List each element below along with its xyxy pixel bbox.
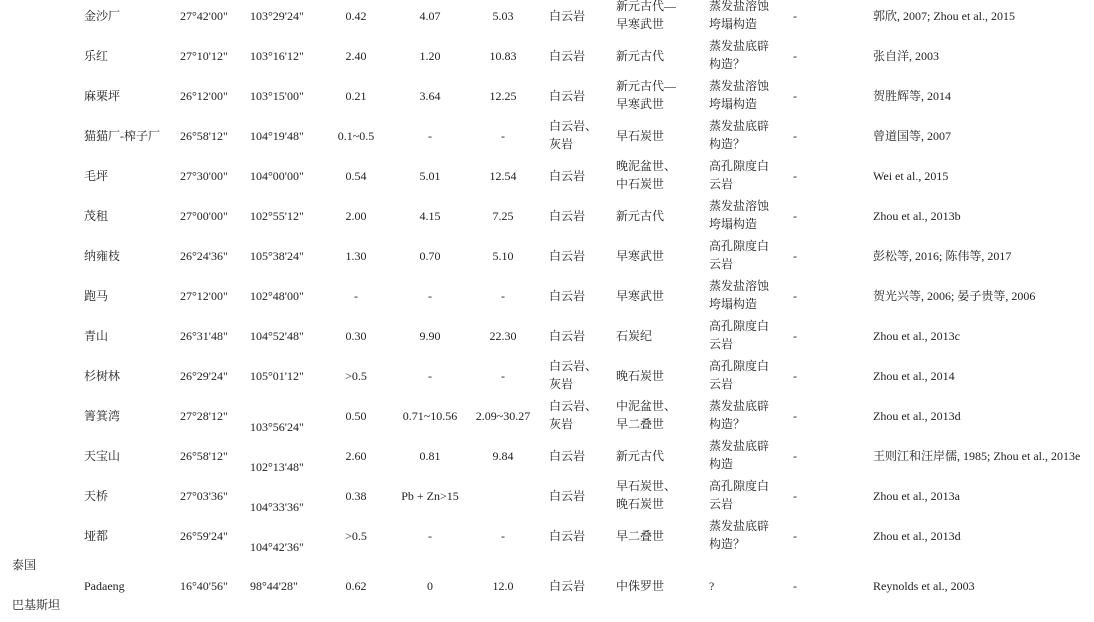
latitude: 27°00'00": [180, 209, 228, 223]
latitude: 16°40'56": [180, 579, 228, 593]
longitude: 103°29'24": [250, 9, 304, 23]
value-col-1: 0.62: [345, 579, 367, 593]
structure: [709, 237, 769, 273]
structure-line: 蒸发盐溶蚀: [709, 79, 770, 93]
host-age-line: 新元古代: [616, 449, 665, 463]
table-row: [0, 76, 1094, 116]
reference: 贺光兴等, 2006; 晏子贵等, 2006: [873, 289, 1036, 303]
value-col-1: 0.42: [345, 9, 367, 23]
host-age-line: 早石炭世、: [616, 479, 677, 493]
structure-line: 高孔隙度白: [709, 319, 770, 333]
host-age-line: 早寒武世: [616, 289, 665, 303]
structure-line: 云岩: [709, 377, 734, 391]
latitude: 26°12'00": [180, 89, 228, 103]
value-col-3: 10.83: [489, 49, 517, 63]
longitude: 102°48'00": [250, 289, 304, 303]
host-rock: [549, 287, 585, 305]
reference: Zhou et al., 2013b: [873, 209, 961, 223]
structure-line: 蒸发盐溶蚀: [709, 0, 770, 13]
structure-line: 垮塌构造: [709, 217, 758, 231]
structure-line: 云岩: [709, 257, 734, 271]
structure-line: 构造: [709, 457, 734, 471]
latitude: 27°42'00": [180, 9, 228, 23]
reference: Zhou et al., 2013d: [873, 529, 961, 543]
deposit-name: 跑马: [84, 289, 109, 303]
value-col-1: 1.30: [345, 249, 367, 263]
value-col-2: 4.15: [419, 209, 441, 223]
structure-line: 构造？: [709, 57, 746, 71]
longitude: 98°44'28": [250, 579, 298, 593]
latitude: 26°24'36": [180, 249, 228, 263]
empty-col: -: [793, 249, 797, 263]
host-age: [616, 127, 664, 145]
value-col-1: 2.00: [345, 209, 367, 223]
value-col-3: 12.0: [492, 579, 514, 593]
table-row: [0, 396, 1094, 436]
host-rock: [549, 397, 597, 433]
reference: 王则江和汪岸儒, 1985; Zhou et al., 2013e: [873, 449, 1081, 463]
latitude: 26°31'48": [180, 329, 228, 343]
host-age: [616, 477, 676, 513]
host-age-line: 中石炭世: [616, 177, 665, 191]
structure: [709, 37, 769, 73]
structure-line: 蒸发盐溶蚀: [709, 279, 770, 293]
structure: [709, 0, 769, 33]
value-col-3: 2.09~30.27: [475, 409, 531, 423]
value-col-3: -: [501, 529, 505, 543]
structure: [709, 77, 769, 113]
host-age: [616, 327, 652, 345]
deposit-name: 青山: [84, 329, 109, 343]
structure-line: 构造？: [709, 137, 746, 151]
deposit-name: Padaeng: [84, 579, 125, 593]
host-age: [616, 0, 676, 33]
value-col-3: 5.10: [492, 249, 514, 263]
host-rock: [549, 527, 585, 545]
empty-col: -: [793, 329, 797, 343]
table-row-padaeng: [0, 566, 1094, 606]
latitude: 27°12'00": [180, 289, 228, 303]
value-col-2: 3.64: [419, 89, 441, 103]
latitude: 27°28'12": [180, 409, 228, 423]
host-age: [616, 207, 664, 225]
host-age-line: 晚石炭世: [616, 369, 665, 383]
host-age: 中侏罗世: [616, 579, 665, 593]
structure: [709, 397, 769, 433]
reference: 彭松等, 2016; 陈伟等, 2017: [873, 249, 1012, 263]
value-col-3: 5.03: [492, 9, 514, 23]
empty-col: -: [793, 169, 797, 183]
structure-line: 构造？: [709, 537, 746, 551]
host-age-line: 早寒武世: [616, 249, 665, 263]
latitude: 27°10'12": [180, 49, 228, 63]
longitude: 105°38'24": [250, 249, 304, 263]
table-row: [0, 316, 1094, 356]
deposit-name: 垭都: [84, 529, 109, 543]
empty-col: -: [793, 289, 797, 303]
table-row: [0, 0, 1094, 36]
empty-col: -: [793, 369, 797, 383]
structure-line: 云岩: [709, 497, 734, 511]
deposit-name: 金沙厂: [84, 9, 121, 23]
value-col-3: 9.84: [492, 449, 514, 463]
host-rock-line: 白云岩: [549, 49, 586, 63]
deposit-name: 乐红: [84, 49, 109, 63]
host-rock: [549, 117, 597, 153]
structure: [709, 197, 769, 233]
latitude: 27°30'00": [180, 169, 228, 183]
structure-line: 高孔隙度白: [709, 359, 770, 373]
host-rock: [549, 247, 585, 265]
value-col-3: 7.25: [492, 209, 514, 223]
deposit-name: 毛坪: [84, 169, 109, 183]
value-col-2: 0.70: [419, 249, 441, 263]
host-rock-line: 灰岩: [549, 377, 574, 391]
host-age-line: 晚石炭世: [616, 497, 665, 511]
reference: 曾道国等, 2007: [873, 129, 952, 143]
longitude: 105°01'12": [250, 369, 304, 383]
value-col-3: 12.25: [489, 89, 517, 103]
empty-col: -: [793, 409, 797, 423]
structure: [709, 277, 769, 313]
value-col-1: >0.5: [345, 529, 367, 543]
table-row: [0, 36, 1094, 76]
structure: ?: [709, 579, 715, 593]
latitude: 26°58'12": [180, 129, 228, 143]
value-col-2: -: [428, 529, 432, 543]
host-age-line: 早寒武世: [616, 17, 665, 31]
latitude: 26°59'24": [180, 529, 228, 543]
host-rock-line: 白云岩: [549, 529, 586, 543]
value-col-2: -: [428, 369, 432, 383]
host-rock: [549, 487, 585, 505]
host-age: [616, 527, 664, 545]
host-rock-line: 白云岩: [549, 169, 586, 183]
value-col-3: -: [501, 129, 505, 143]
structure-line: 云岩: [709, 177, 734, 191]
empty-col: -: [793, 9, 797, 23]
value-col-2: -: [428, 289, 432, 303]
value-col-2: 5.01: [419, 169, 441, 183]
host-rock: [549, 167, 585, 185]
empty-col: -: [793, 529, 797, 543]
value-col-1: 0.21: [345, 89, 367, 103]
host-rock-line: 白云岩、: [549, 119, 598, 133]
value-col-1: -: [354, 289, 358, 303]
empty-col: -: [793, 89, 797, 103]
structure-line: 构造？: [709, 417, 746, 431]
host-age: [616, 247, 664, 265]
host-rock-line: 白云岩、: [549, 399, 598, 413]
value-col-2: 0.71~10.56: [402, 409, 458, 423]
value-col-1: 2.60: [345, 449, 367, 463]
host-rock: [549, 207, 585, 225]
host-rock: [549, 7, 585, 25]
reference: 贺胜辉等, 2014: [873, 89, 952, 103]
value-col-3: 12.54: [489, 169, 517, 183]
host-rock-line: 白云岩: [549, 289, 586, 303]
deposit-name: 猫猫厂-榨子厂: [84, 129, 160, 143]
host-age-line: 新元古代—: [616, 0, 677, 13]
structure-line: 蒸发盐溶蚀: [709, 199, 770, 213]
structure: [709, 477, 769, 513]
value-col-2: 0: [427, 579, 433, 593]
empty-col: -: [793, 129, 797, 143]
table-row: [0, 436, 1094, 476]
host-rock: [549, 327, 585, 345]
host-age: [616, 77, 676, 113]
host-age-line: 石炭纪: [616, 329, 653, 343]
value-col-3: -: [501, 369, 505, 383]
value-col-2: 4.07: [419, 9, 441, 23]
reference: 张自洋, 2003: [873, 49, 940, 63]
host-age: [616, 397, 676, 433]
structure: [709, 517, 769, 553]
reference: Reynolds et al., 2003: [873, 579, 975, 593]
host-rock-line: 灰岩: [549, 417, 574, 431]
host-age: [616, 287, 664, 305]
deposit-name: 茂租: [84, 209, 109, 223]
structure-line: 垮塌构造: [709, 97, 758, 111]
host-rock-line: 灰岩: [549, 137, 574, 151]
host-age-line: 早二叠世: [616, 417, 665, 431]
value-col-1: 0.50: [345, 409, 367, 423]
value-col-3: 22.30: [489, 329, 517, 343]
value-col-2: 1.20: [419, 49, 441, 63]
structure-line: 垮塌构造: [709, 297, 758, 311]
empty-col: -: [793, 209, 797, 223]
table-row: [0, 236, 1094, 276]
structure-line: 蒸发盐底辟: [709, 439, 770, 453]
empty-col: -: [793, 449, 797, 463]
value-col-3: -: [501, 289, 505, 303]
reference: 郭欣, 2007; Zhou et al., 2015: [873, 9, 1015, 23]
host-rock-line: 白云岩: [549, 449, 586, 463]
longitude: 104°19'48": [250, 129, 304, 143]
longitude: 103°15'00": [250, 89, 304, 103]
latitude: 27°03'36": [180, 489, 228, 503]
longitude: 104°52'48": [250, 329, 304, 343]
value-col-1: >0.5: [345, 369, 367, 383]
host-age-line: 中泥盆世、: [616, 399, 677, 413]
reference: Zhou et al., 2013c: [873, 329, 960, 343]
structure: [709, 437, 769, 473]
value-col-1: 0.38: [345, 489, 367, 503]
table-row: [0, 116, 1094, 156]
structure: [709, 117, 769, 153]
structure: [709, 157, 769, 193]
host-rock-line: 白云岩: [549, 249, 586, 263]
table-row: [0, 196, 1094, 236]
host-rock-line: 白云岩、: [549, 359, 598, 373]
reference: Zhou et al., 2014: [873, 369, 955, 383]
table-row: [0, 516, 1094, 556]
deposit-name: 纳雍枝: [84, 249, 121, 263]
host-age-line: 晚泥盆世、: [616, 159, 677, 173]
structure: [709, 357, 769, 393]
value-col-1: 0.54: [345, 169, 367, 183]
host-rock-line: 白云岩: [549, 329, 586, 343]
host-age: [616, 47, 664, 65]
value-col-2: 9.90: [419, 329, 441, 343]
host-rock: [549, 47, 585, 65]
structure-line: 垮塌构造: [709, 17, 758, 31]
deposit-name: 天宝山: [84, 449, 121, 463]
structure-line: 高孔隙度白: [709, 159, 770, 173]
reference: Zhou et al., 2013d: [873, 409, 961, 423]
host-age: [616, 367, 664, 385]
structure-line: 蒸发盐底辟: [709, 399, 770, 413]
value-col-2: -: [428, 129, 432, 143]
value-col-2: Pb + Zn>15: [401, 489, 459, 503]
longitude: 104°42'36": [250, 540, 304, 554]
structure-line: 蒸发盐底辟: [709, 119, 770, 133]
deposit-name: 杉树林: [84, 369, 121, 383]
value-col-1: 2.40: [345, 49, 367, 63]
host-rock: 白云岩: [549, 579, 586, 593]
empty-col: -: [793, 579, 797, 593]
structure-line: 高孔隙度白: [709, 479, 770, 493]
structure: [709, 317, 769, 353]
longitude: 102°13'48": [250, 460, 304, 474]
value-col-2: 0.81: [419, 449, 441, 463]
longitude: 103°56'24": [250, 420, 304, 434]
host-age-line: 早二叠世: [616, 529, 665, 543]
country-label-pakistan: 巴基斯坦: [12, 598, 61, 612]
country-label-thailand: 泰国: [12, 558, 37, 572]
structure-line: 高孔隙度白: [709, 239, 770, 253]
empty-col: -: [793, 49, 797, 63]
host-age: [616, 447, 664, 465]
host-rock-line: 白云岩: [549, 89, 586, 103]
table-row: [0, 276, 1094, 316]
host-age-line: 新元古代: [616, 209, 665, 223]
empty-col: -: [793, 489, 797, 503]
host-rock-line: 白云岩: [549, 209, 586, 223]
table-row: [0, 356, 1094, 396]
longitude: 104°33'36": [250, 500, 304, 514]
host-age-line: 早石炭世: [616, 129, 665, 143]
host-rock: [549, 357, 597, 393]
structure-line: 蒸发盐底辟: [709, 39, 770, 53]
deposit-name: 麻栗坪: [84, 89, 121, 103]
longitude: 102°55'12": [250, 209, 304, 223]
host-age-line: 新元古代—: [616, 79, 677, 93]
deposit-name: 天桥: [84, 489, 109, 503]
host-age: [616, 157, 676, 193]
longitude: 103°16'12": [250, 49, 304, 63]
host-age-line: 新元古代: [616, 49, 665, 63]
value-col-1: 0.1~0.5: [337, 129, 375, 143]
structure-line: 蒸发盐底辟: [709, 519, 770, 533]
reference: Zhou et al., 2013a: [873, 489, 960, 503]
host-rock: [549, 447, 585, 465]
host-age-line: 早寒武世: [616, 97, 665, 111]
structure-line: 云岩: [709, 337, 734, 351]
value-col-1: 0.30: [345, 329, 367, 343]
latitude: 26°29'24": [180, 369, 228, 383]
host-rock-line: 白云岩: [549, 9, 586, 23]
table-row: [0, 476, 1094, 516]
host-rock: [549, 87, 585, 105]
table-row: [0, 156, 1094, 196]
longitude: 104°00'00": [250, 169, 304, 183]
deposit-name: 箐箕湾: [84, 409, 121, 423]
reference: Wei et al., 2015: [873, 169, 949, 183]
host-rock-line: 白云岩: [549, 489, 586, 503]
latitude: 26°58'12": [180, 449, 228, 463]
